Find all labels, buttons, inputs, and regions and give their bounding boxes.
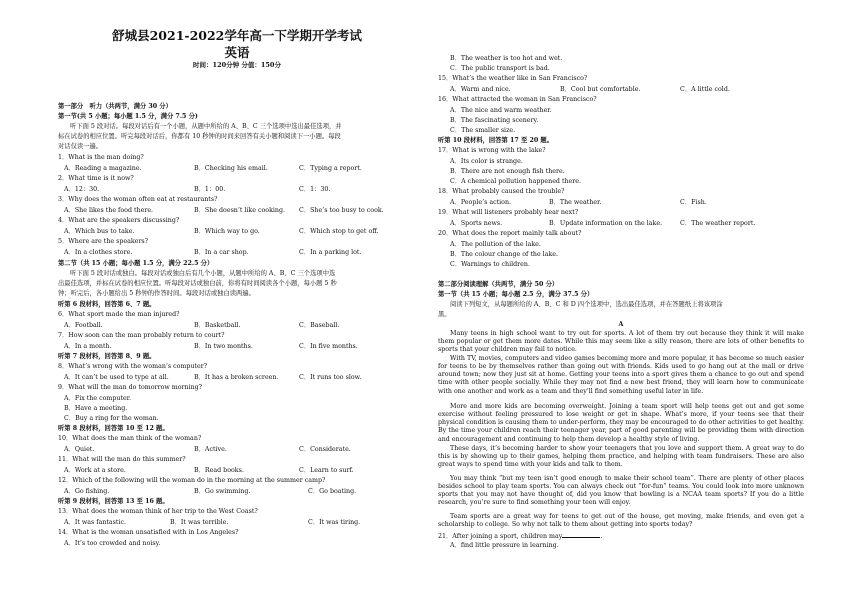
question-stem: 18．What probably caused the trouble? [438,188,565,195]
question-stem: 2．What time is it now? [58,175,134,182]
part1-section2-heading: 第二节（共 15 小题；每小题 1.5 分，满分 22.5 分） [58,260,214,267]
option-c: C．It runs too slow. [299,374,362,381]
option-c: C．A little cold. [680,86,730,93]
passage-paragraph: With TV, movies, computers and video games becoming more and more popular, it has become so much easier for teens to be by themselves rather than going out with friends. Kids used to go hang out at the mall or drive around town; now they just sit at home. Getting your teens into a sport gives them a chance to go out and spend time with other people socially. While they may not find a new best friend, they will learn how to communicate with one another and work as a team and they’ll find something useful later in life. [438,355,804,395]
option-a: A．Warm and nice. [450,86,511,93]
option-b: B．Active. [194,446,227,453]
question-stem: 20．What does the report mainly talk about? [438,230,582,237]
option-a: A．The nice and warm weather. [450,107,552,114]
option-a: A．The pollution of the lake. [450,241,541,248]
option-b: B．The weather is too hot and wet. [450,55,563,62]
question-stem: 11．What will the man do this summer? [58,456,186,463]
option-a: A．12：30. [64,186,100,193]
option-a: A．It was fantastic. [64,519,126,526]
option-c: C．Go boating. [308,488,357,495]
exam-meta: 时间：120分钟 分值：150分 [193,61,281,69]
instruction-line: 钟；听完后，各小题给出 5 秒钟的作答时间。每段对话或独白读两遍。 [58,290,255,297]
question-stem: 15．What’s the weather like in San Francisco? [438,75,588,82]
question-stem: 14．What is the woman unsatisfied with in Los Angeles? [58,529,239,536]
option-c: C．Learn to surf. [299,467,354,474]
option-a: A．In a month. [64,343,112,350]
option-c: C．It was tiring. [308,519,361,526]
option-c: C．The weather report. [680,220,756,227]
option-c: C．A chemical pollution happened there. [450,178,582,185]
option-a: A．Go fishing. [64,488,110,495]
option-c: C．In a parking lot. [299,249,362,256]
option-a: A．Sports news. [450,220,503,227]
question-stem: 9．What will the man do tomorrow morning? [58,384,203,391]
option-b: B．In two months. [194,343,253,350]
question-stem: 1．What is the man doing? [58,154,144,161]
group-heading: 听第 10 段材料，回答第 17 至 20 题。 [438,137,554,144]
option-b: B．Go swimming. [194,488,251,495]
option-c: C．Which stop to get off. [299,228,379,235]
option-a: A．Quiet. [64,446,95,453]
passage-label: A [618,321,624,328]
question-stem: 10．What does the man think of the woman? [58,435,202,442]
option-b: B．Which way to go. [194,228,260,235]
option-b: B．Checking his email. [194,165,268,172]
answer-blank [562,532,600,538]
option-c: C．The public transport is bad. [450,65,550,72]
group-heading: 听第 8 段材料，回答第 10 至 12 题。 [58,425,169,432]
option-c: C．In five months. [299,343,358,350]
question-stem: 16．What attracted the woman in San Francisco? [438,96,597,103]
option-c: C．Buy a ring for the woman. [64,415,159,422]
option-a: A．In a clothes store. [64,249,133,256]
question-stem: 3．Why does the woman often eat at restaurants? [58,196,218,203]
passage-paragraph: Team sports are a great way for teens to get out of the house, get moving, make friends, and even get a scholarship to college. So why not talk to them about getting into sports today? [438,513,804,529]
option-c: C．Baseball. [299,322,340,329]
question-stem: 4．What are the speakers discussing? [58,217,180,224]
option-b: B．The weather. [549,199,602,206]
group-heading: 听第 6 段材料，回答第 6、7 题。 [58,301,156,308]
option-c: C．Considerate. [299,446,351,453]
question-stem: 13．What does the woman think of her trip to the West Coast? [58,508,258,515]
option-a: A．She likes the food there. [64,207,154,214]
option-a: A．People’s action. [450,199,511,206]
part1-section1-heading: 第一节(共 5 小题；每小题 1.5 分，满分 7.5 分) [58,113,198,120]
option-b: B．1：00. [194,186,226,193]
option-b: B．The colour change of the lake. [450,251,558,258]
instruction-line: 阅读下列短文，从每题所给的 A、B、C 和 D 四个选项中，选出最佳选项，并在答题纸上将该项涂 [450,301,723,308]
question-stem: 6．What sport made the man injured? [58,311,180,318]
option-a: A．Fix the computer. [64,395,132,402]
option-b: B．Cool but comfortable. [560,86,641,93]
option-b: B．There are not enough fish there. [450,168,565,175]
option-a: A．It can’t be used to type at all. [64,374,169,381]
instruction-line: 对话仅读一遍。 [58,143,103,150]
question-21-stem: 21．After joining a sport, children may [438,533,563,540]
option-b: B．Read books. [194,467,244,474]
question-stem: 12．Which of the following will the woman do in the morning at the summer camp? [58,477,326,484]
option-a: A．Which bus to take. [64,228,135,235]
option-b: B．She doesn’t like cooking. [194,207,285,214]
question-stem: 7．How soon can the man probably return to court? [58,332,225,339]
option-b: B．The fascinating scenery. [450,117,539,124]
part2-section1-heading: 第一节（共 15 小题；每小题 2.5 分，满分 37.5 分） [438,291,594,298]
option-a: A．Football. [64,322,103,329]
instruction-line: 黑。 [438,311,451,318]
instruction-line: 标在试卷的相应位置。听完每段对话后，你都有 10 秒钟的时间来回答有关小题和阅读下一小题。每段 [58,133,341,140]
passage-paragraph: You may think “but my teen isn’t good enough to make their school team”. There are plenty of other places besides school to play team sports. You can always check out “for-fun” teams. You could look into more unknown sports that you may not have thought of, did you know that bowling is a NCAA team sports? If you do a little research, you’re sure to find something your teen will enjoy. [438,475,804,507]
option-b: B．Have a meeting. [64,405,128,412]
question-stem: 17．What is wrong with the lake? [438,147,546,154]
instruction-line: 听下面 5 段对话或独白。每段对话或独白后有几个小题，从题中所给的 A、B、C 三个选项中选 [70,270,336,277]
group-heading: 听第 9 段材料，回答第 13 至 16 题。 [58,498,169,505]
question-stem: 19．What will listeners probably hear next? [438,209,579,216]
option-b: B．In a car shop. [194,249,249,256]
passage-paragraph: Many teens in high school want to try out for sports. A lot of them try out because they think it will make them popular or get them more dates. While this may seem like a silly reason, there are lots of other benefits to sports that your children may fail to notice. [438,330,804,354]
passage-paragraph: More and more kids are becoming overweight. Joining a team sport will help teens get out and get some exercise without feeling pressured to lose weight or get in shape. What’s more, if your teens see that their physical condition is causing them to under-perform, they may be encouraged to do other activities to get healthy. By the time your children reach their teenager year, part of good parenting will be providing them with direction and encouragement and continuing to help them develop a healthy style of living. [438,403,804,443]
option-a: A．Work at a store. [64,467,126,474]
exam-title: 舒城县2021-2022学年高一下学期开学考试 [112,28,362,43]
group-heading: 听第 7 段材料，回答第 8、9 题。 [58,353,156,360]
option-a: A．Its color is strange. [450,158,523,165]
option-b: B．It has a broken screen. [194,374,279,381]
option-a: A．Reading a magazine. [64,165,142,172]
option-c: C．1：30. [299,186,331,193]
option-c: C．Fish. [680,199,707,206]
option-a: A．find little pressure in learning. [450,542,559,549]
question-stem: 8．What’s wrong with the woman’s computer? [58,363,208,370]
question-stem: 21．After joining a sport, children may . [438,533,603,540]
option-c: C．Typing a report. [299,165,362,172]
passage-paragraph: These days, it’s becoming harder to show your teenagers that you love and support them. A great way to do this is by showing up to their games, helping them practice, and helping with team fundraisers. These are also great ways to spend time with your kids and talk to them. [438,445,804,469]
option-b: B．Basketball. [194,322,241,329]
instruction-line: 听下面 5 段对话。每段对话后有一个小题，从题中所给的 A、B、C 三个选项中选出最佳选项，并 [70,123,342,130]
part2-heading: 第二部分阅读理解（共两节，满分 50 分） [438,281,559,288]
instruction-line: 出最佳选项，并标在试卷的相应位置。听每段对话或独白前，你将有时间阅读各个小题，每小题 5 秒 [58,280,337,287]
exam-subject: 英语 [224,45,250,60]
option-b: B．Update information on the lake. [549,220,663,227]
option-c: C．She’s too busy to cook. [299,207,384,214]
option-b: B．It was terrible. [170,519,229,526]
part1-heading: 第一部分 听力（共两节，满分 30 分） [58,103,172,110]
question-stem: 5．Where are the speakers? [58,238,149,245]
option-c: C．The smaller size. [450,127,516,134]
option-c: C．Warnings to children. [450,261,530,268]
option-a: A．It’s too crowded and noisy. [64,540,161,547]
